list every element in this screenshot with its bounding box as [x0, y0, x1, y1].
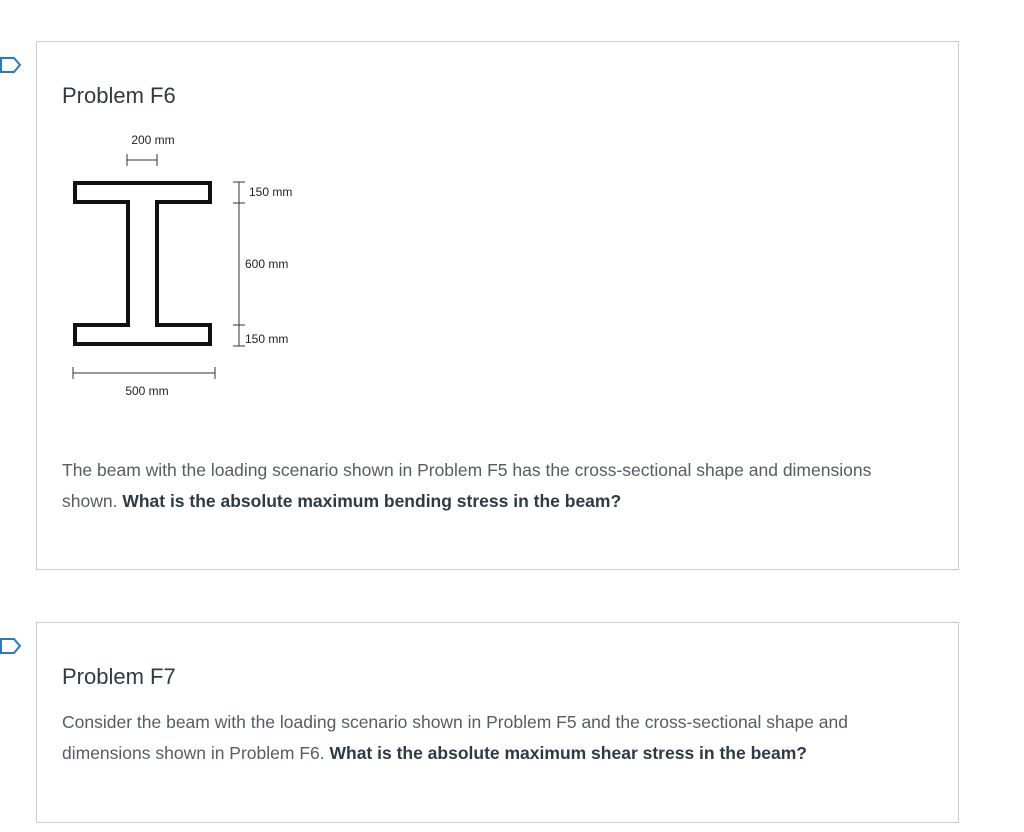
question-prompt: What is the absolute maximum shear stress in the beam?	[329, 743, 807, 763]
question-text	[62, 455, 928, 517]
label-web-height: 600 mm	[245, 257, 289, 271]
label-flange-width: 200 mm	[131, 133, 175, 147]
question-text	[62, 707, 928, 769]
label-top-flange: 150 mm	[249, 185, 293, 199]
question-card-f6	[36, 41, 959, 570]
dim-vertical	[233, 182, 245, 346]
question-title: Problem F7	[62, 664, 176, 689]
question-intro: The beam with the loading scenario shown in Problem F5 has the cross-sectional shape and dimensions shown.	[62, 460, 872, 511]
i-beam-cross-section-figure	[67, 130, 327, 405]
question-intro: Consider the beam with the loading scenario shown in Problem F5 and the cross-sectional shape and dimensions shown in Problem F6.	[62, 712, 849, 763]
flag-question-icon[interactable]	[0, 637, 22, 655]
question-card-f7	[36, 622, 959, 823]
i-beam-outline	[75, 183, 210, 344]
question-prompt: What is the absolute maximum bending stress in the beam?	[122, 491, 622, 511]
label-bottom-flange: 150 mm	[245, 332, 289, 346]
label-overall-width: 500 mm	[125, 384, 169, 398]
flag-question-icon[interactable]	[0, 56, 22, 74]
dim-overall-width	[73, 367, 215, 379]
dim-flange-width	[127, 154, 157, 166]
question-title: Problem F6	[62, 83, 176, 108]
